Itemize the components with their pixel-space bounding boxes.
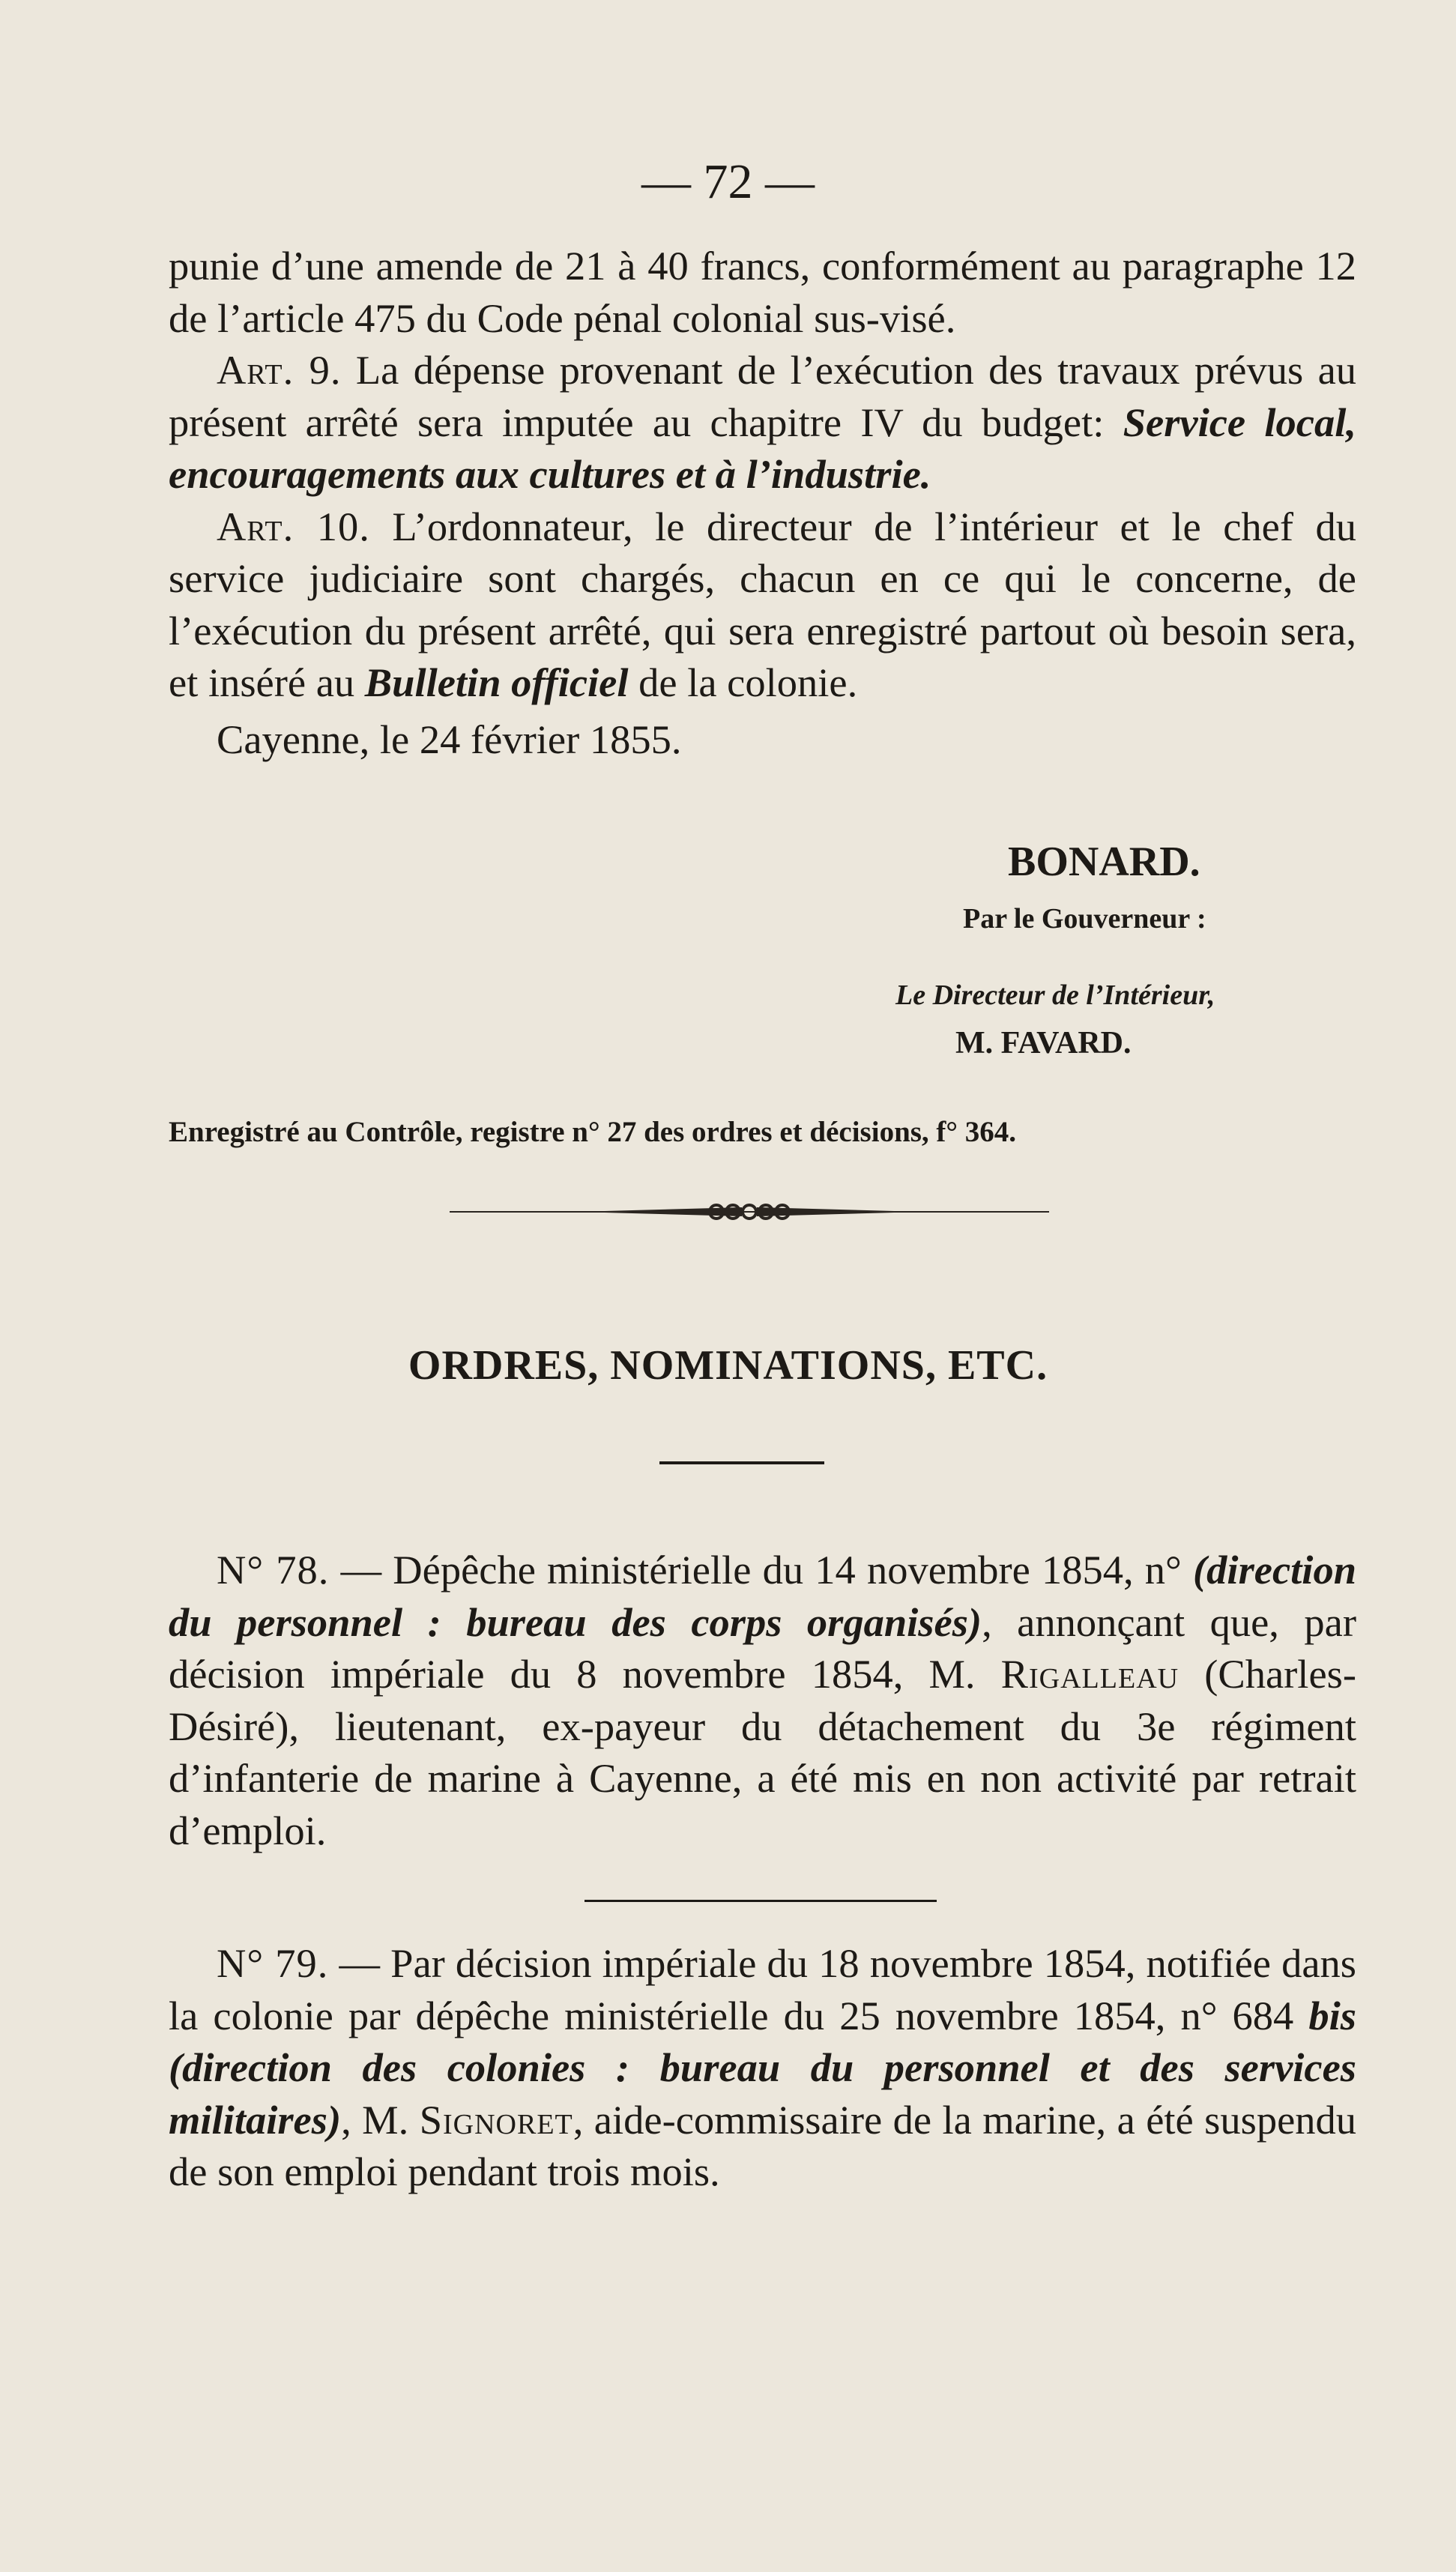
entry-separator: [584, 1900, 937, 1902]
article-10: [169, 501, 1356, 709]
signature-block: [169, 838, 1356, 1061]
entry-79-text-2: , M.: [341, 2096, 409, 2143]
article-9-text: La dépense provenant de l’exécution des travaux prévus au présent arrêté sera imputée au chapitre IV du budget:: [169, 347, 1357, 445]
article-block: [169, 240, 1356, 765]
article-9: [169, 344, 1356, 501]
entry-78-name: Rigalleau: [1000, 1651, 1179, 1697]
section-heading: ORDRES, NOMINATIONS, ETC.: [408, 1342, 1048, 1389]
page-number: — 72 —: [641, 154, 815, 209]
article-10-text-after: de la colonie.: [638, 659, 858, 705]
article-9-label: Art. 9.: [217, 347, 342, 393]
entry-79-bis: bis: [1308, 1992, 1356, 2038]
entry-78: [169, 1544, 1356, 1856]
article-10-italic: Bulletin officiel: [364, 659, 629, 705]
director-name: M. FAVARD.: [955, 1026, 1132, 1060]
entry-78-text: — Dépêche ministérielle du 14 novembre 1854, n°: [340, 1547, 1182, 1593]
ornament-divider: [450, 1201, 1049, 1223]
entry-79: [169, 1937, 1356, 2198]
entry-79-italic: (direction des colonies : bureau du personnel et des services militaires): [169, 2044, 1356, 2143]
entry-78-text-2: , annonçant que, par décision impériale du 8 novembre 1854, M.: [169, 1599, 1356, 1697]
entry-78-italic: (direction du personnel : bureau des corps organisés): [169, 1547, 1357, 1645]
article-continuation: punie d’une amende de 21 à 40 francs, conformément au paragraphe 12 de l’article 475 du Code pénal colonial sus-visé.: [169, 243, 1356, 341]
entry-78-number: N° 78.: [217, 1547, 330, 1593]
article-9-italic: Service local, encouragements aux cultures et à l’industrie.: [169, 399, 1357, 497]
entry-79-number: N° 79.: [217, 1940, 329, 1986]
entry-79-text-3: , aide-commissaire de la marine, a été suspendu de son emploi pendant trois mois.: [169, 2096, 1357, 2194]
by-governor: Par le Gouverneur :: [963, 903, 1206, 935]
director-title: Le Directeur de l’Intérieur,: [895, 979, 1215, 1011]
entry-78-text-3: (Charles-Désiré), lieutenant, ex-payeur du détachement du 3e régiment d’infanterie de marine à Cayenne, a été mis en non activité par retrait d’emploi.: [169, 1651, 1356, 1853]
place-date: Cayenne, le 24 février 1855.: [217, 716, 682, 762]
article-10-label: Art. 10.: [217, 503, 370, 549]
entry-79-text: — Par décision impériale du 18 novembre 1854, notifiée dans la colonie par dépêche ministérielle du 25 novembre 1854, n° 684: [169, 1940, 1357, 2038]
heading-rule: [659, 1461, 824, 1464]
registration-note: Enregistré au Contrôle, registre n° 27 des ordres et décisions, f° 364.: [169, 1116, 1017, 1148]
entry-79-name: Signoret: [419, 2096, 573, 2143]
governor-name: BONARD.: [1008, 839, 1200, 885]
article-10-text: L’ordonnateur, le directeur de l’intérieur et le chef du service judiciaire sont chargés, chacun en ce qui le concerne, de l’exécution du présent arrêté, qui sera enregistré partout où besoin sera, et inséré au: [169, 503, 1356, 705]
